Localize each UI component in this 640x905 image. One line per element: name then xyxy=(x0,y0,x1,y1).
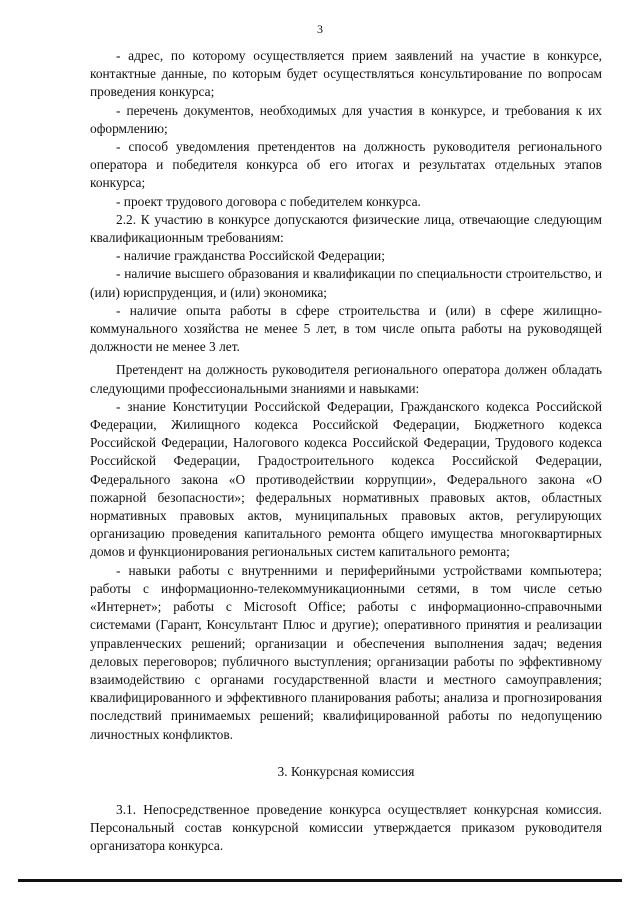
paragraph: - наличие гражданства Российской Федерации; xyxy=(116,248,385,264)
paragraph: - знание Конституции Российской Федерации, Гражданского кодекса Российской Федерации, Жилищного кодекса Российской Федерации, Бюджетного кодекса Российской Федерации, Налогового кодекса Российской Федерации, Трудового кодекса Российской Федерации, Градостроительного кодекса Российской Федерации, Федерального закона «О противодействии коррупции», Федерального закона «О пожарной безопасности»; федеральных нормативных правовых актов, областных нормативных правовых актов, муниципальных правовых актов, регулирующих организацию проведения капитального ремонта общего имущества многоквартирных домов и функционирования региональных систем капитального ремонта; xyxy=(90,398,602,560)
paragraph-group-before xyxy=(90,47,602,356)
section-title: 3. Конкурсная комиссия xyxy=(277,763,415,779)
paragraph-group-after xyxy=(90,801,602,856)
paragraph: - способ уведомления претендентов на должность руководителя регионального оператора и победителя конкурса об его итогах и результатах отдельных этапов конкурса; xyxy=(90,139,602,191)
paragraph: - навыки работы с внутренними и периферийными устройствами компьютера; работы с информационно-телекоммуникационными сетями, в том числе сетью «Интернет»; работы с Microsoft Office; работы с информационно-справочными системами (Гарант, Консультант Плюс и другие); оперативного принятия и реализации управленческих решений; организации и обеспечения выполнения задач; ведения деловых переговоров; публичного выступления; организации работы по эффективному взаимодействию с органами государственной власти и местного самоуправления; квалифицированного и эффективного планирования работы; анализа и прогнозирования последствий принимаемых решений; квалифицированной работы по недопущению личностных конфликтов. xyxy=(90,562,602,742)
paragraph: - наличие высшего образования и квалификации по специальности строительство, и (или) юриспруденция, и (или) экономика; xyxy=(90,266,602,300)
bottom-rule xyxy=(18,879,622,882)
paragraph-group-middle xyxy=(90,361,602,743)
paragraph: - проект трудового договора с победителем конкурса. xyxy=(116,193,421,209)
document-body xyxy=(90,47,602,855)
paragraph: - перечень документов, необходимых для участия в конкурсе, и требования к их оформлению; xyxy=(90,102,602,136)
paragraph: Претендент на должность руководителя регионального оператора должен обладать следующими профессиональными знаниями и навыками: xyxy=(90,362,602,396)
paragraph: 2.2. К участию в конкурсе допускаются физические лица, отвечающие следующим квалификационным требованиям: xyxy=(90,211,602,246)
paragraph: 3.1. Непосредственное проведение конкурса осуществляет конкурсная комиссия. Персональный состав конкурсной комиссии утверждается приказом руководителя организатора конкурса. xyxy=(90,801,602,854)
page-number: 3 xyxy=(317,22,323,36)
paragraph: - наличие опыта работы в сфере строительства и (или) в сфере жилищно-коммунального хозяйства не менее 5 лет, в том числе опыта работы на руководящей должности не менее 3 лет. xyxy=(90,302,602,355)
paragraph: - адрес, по которому осуществляется прием заявлений на участие в конкурсе, контактные данные, по которым будет осуществляться консультирование по вопросам проведения конкурса; xyxy=(90,48,602,100)
